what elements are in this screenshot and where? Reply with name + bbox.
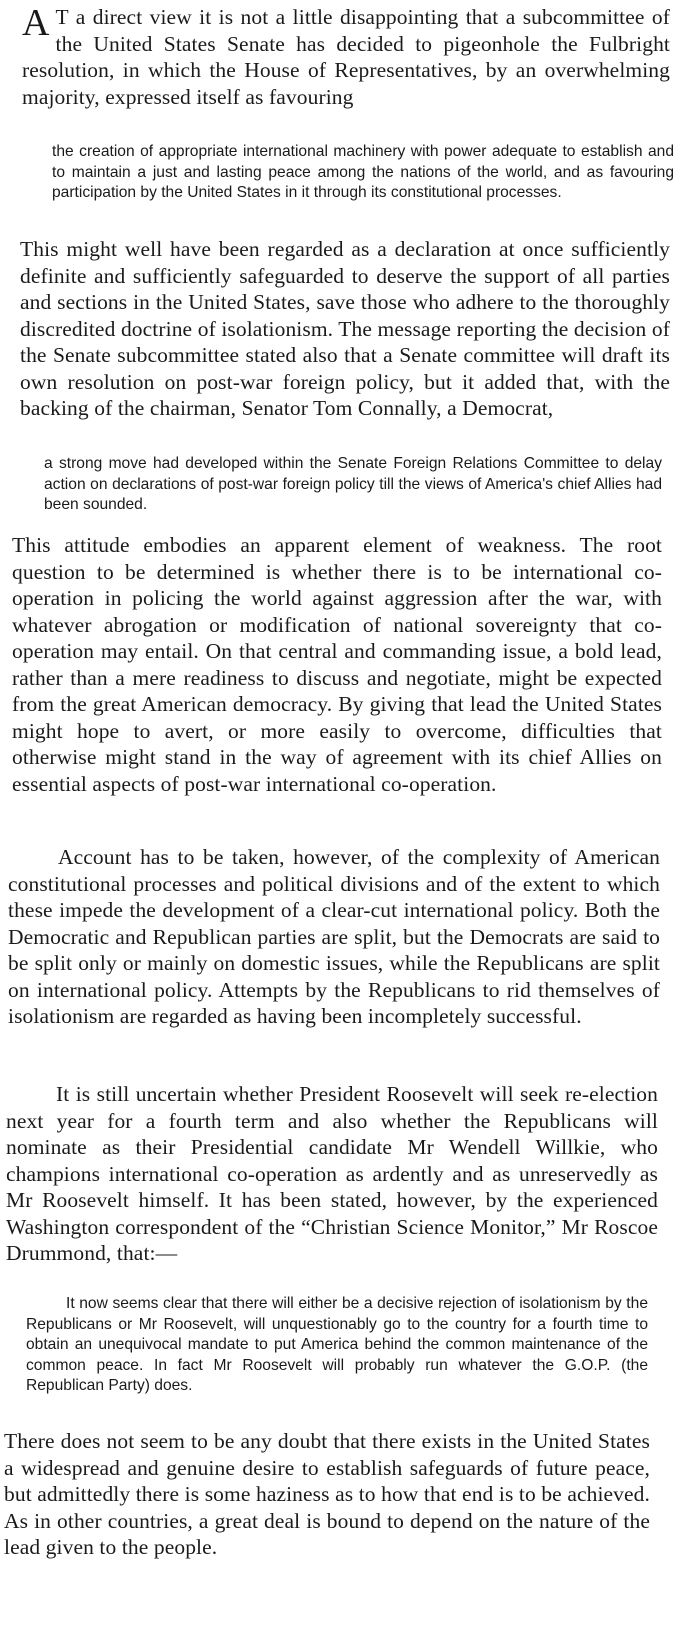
quote-fulbright-resolution: the creation of appropriate international machinery with power adequate to establish and to maintain a just and lasting peace among the nations of the world, and as favouring participation by the United States in it through its constitutional processes. <box>52 143 674 201</box>
paragraph-opening <box>22 4 670 110</box>
opening-text: T a direct view it is not a little disappointing that a subcommittee of the United States Senate has decided to pigeonhole the Fulbright resolution, in which the House of Representatives, by an overwhelming majority, expressed itself as favouring <box>22 5 670 109</box>
paragraph-attitude: This attitude embodies an apparent element of weakness. The root question to be determined is whether there is to be international co-operation in policing the world against aggression after the war, with whatever abrogation or modification of national sovereignty that co-operation may entail. On that central and commanding issue, a bold lead, rather than a mere readiness to discuss and negotiate, might be expected from the great American democracy. By giving that lead the United States might hope to avert, or more easily to overcome, difficulties that otherwise might stand in the way of agreement with its chief Allies on essential aspects of post-war international co-operation. <box>12 533 662 796</box>
paragraph-constitutional: Account has to be taken, however, of the complexity of American constitutional processes and political divisions and of the extent to which these impede the development of a clear-cut international policy. Both the Democratic and Republican parties are split, but the Democrats are said to be split only or mainly on domestic issues, while the Republicans are split on international policy. Attempts by the Republicans to rid themselves of isolationism are regarded as having been incompletely successful. <box>8 845 660 1028</box>
quote-senate-committee: a strong move had developed within the Senate Foreign Relations Committee to delay action on declarations of post-war foreign policy till the views of America's chief Allies had been sounded. <box>44 455 662 513</box>
quote-drummond: It now seems clear that there will either be a decisive rejection of isolationism by the Republicans or Mr Roosevelt, will unquestionably go to the country for a fourth time to obtain an unequivocal mandate to put America behind the common maintenance of the common peace. In fact Mr Roosevelt will probably run whatever the G.O.P. (the Republican Party) does. <box>26 1295 648 1394</box>
paragraph-conclusion: There does not seem to be any doubt that there exists in the United States a widespread and genuine desire to establish safeguards of future peace, but admittedly there is some haziness as to how that end is to be achieved. As in other countries, a great deal is bound to depend on the nature of the lead given to the people. <box>4 1429 650 1559</box>
paragraph-roosevelt: It is still uncertain whether President Roosevelt will seek re-election next year for a fourth term and also whether the Republicans will nominate as their Presidential candidate Mr Wendell Willkie, who champions international co-operation as ardently and as unreservedly as Mr Roosevelt himself. It has been stated, however, by the experienced Washington correspondent of the “Christian Science Monitor,” Mr Roscoe Drummond, that:— <box>6 1082 658 1265</box>
paragraph-declaration: This might well have been regarded as a declaration at once sufficiently definite and sufficiently safeguarded to deserve the support of all parties and sections in the United States, save those who adhere to the thoroughly discredited doctrine of isolationism. The message reporting the decision of the Senate subcommittee stated also that a Senate committee will draft its own resolution on post-war foreign policy, but it added that, with the backing of the chairman, Senator Tom Connally, a Democrat, <box>20 237 670 420</box>
drop-cap: A <box>22 2 50 44</box>
